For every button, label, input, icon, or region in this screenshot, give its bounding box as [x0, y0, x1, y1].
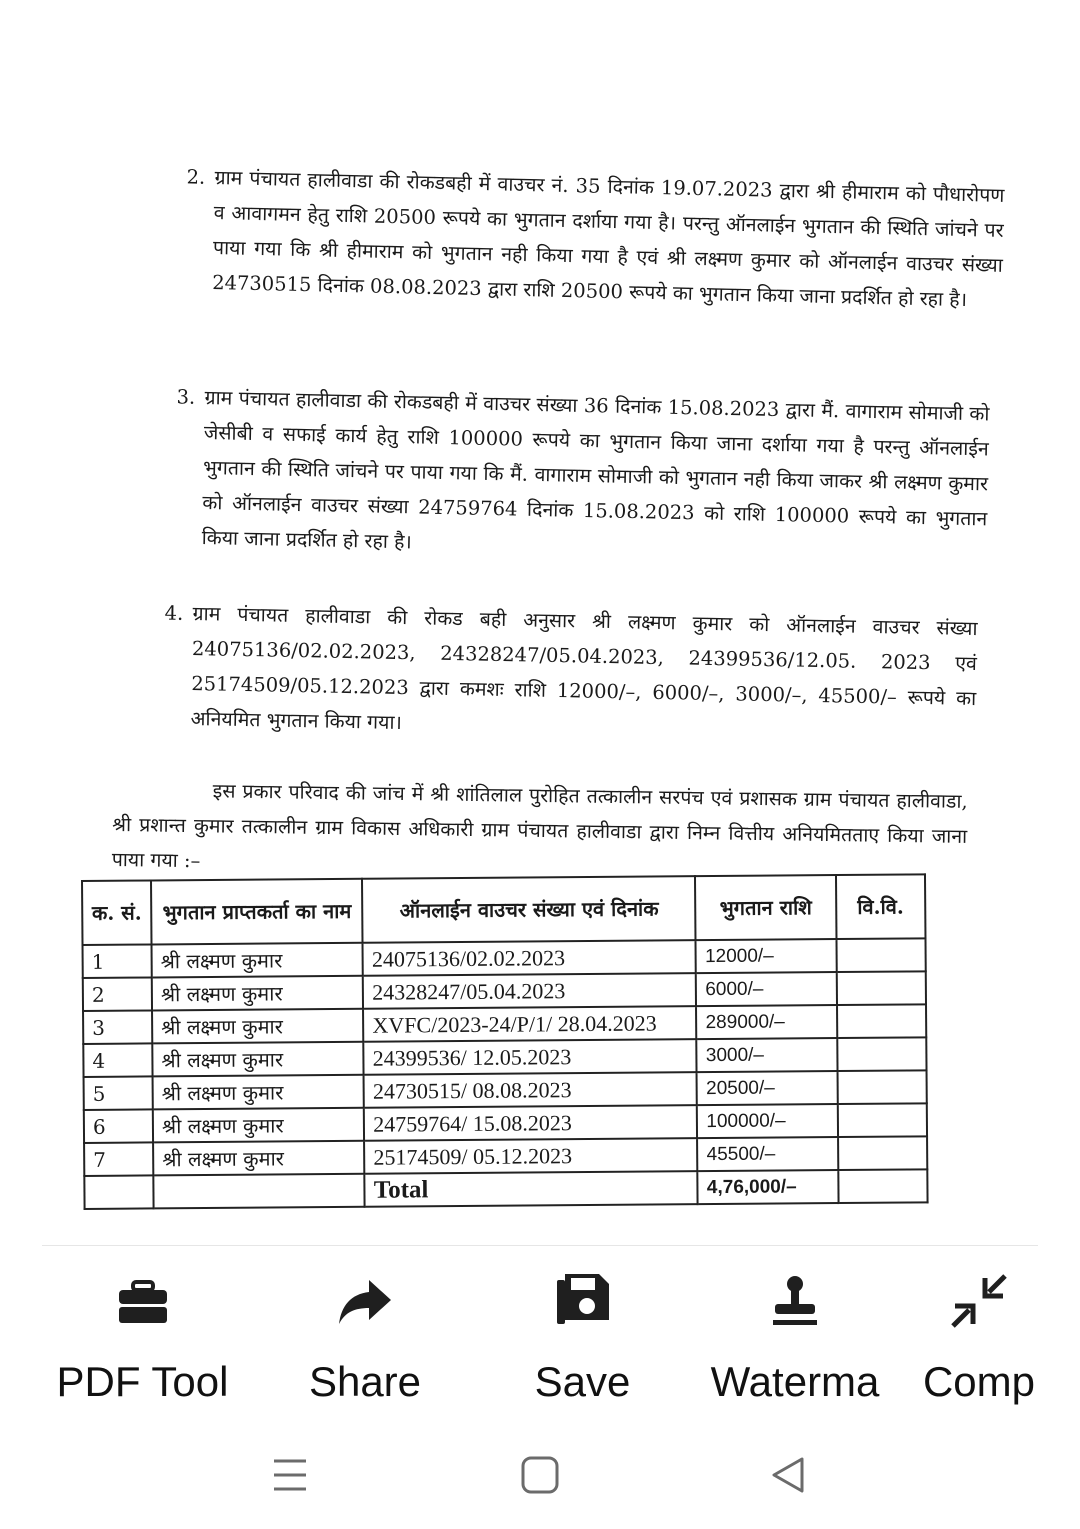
cell-recipient: श्री लक्ष्मण कुमार: [152, 1042, 364, 1077]
summary-paragraph: इस प्रकार परिवाद की जांच में श्री शांतिलाल पुरोहित तत्कालीन सरपंच एवं प्रशासक ग्राम पंचायत हालीवाडा, श्री प्रशान्त कुमार तत्कालीन ग्राम विकास अधिकारी ग्राम पंचायत हालीवाडा द्वारा निम्न वित्तीय अनियमितताए किया जाना पाया गया :–: [111, 779, 968, 873]
paragraph-4: [164, 596, 978, 751]
payments-table-wrapper: [81, 873, 929, 1210]
home-square-icon[interactable]: [518, 1453, 562, 1497]
watermark-button[interactable]: [700, 1270, 890, 1410]
cell-serial: 3: [83, 1010, 152, 1044]
cell-remarks: [836, 938, 926, 972]
cell-empty: [84, 1175, 153, 1209]
compress-label: Comp: [922, 1358, 1036, 1405]
paragraph-text: ग्राम पंचायत हालीवाडा की रोकडबही में वाउचर संख्या 36 दिनांक 15.08.2023 द्वारा मैं. वागाराम सोमाजी को जेसीबी व सफाई कार्य हेतु राशि 100000 रूपये का भुगतान किया जाना दर्शाया गया है परन्तु ऑनलाईन भुगतान की स्थिति जांचने पर पाया गया कि मैं. वागाराम सोमाजी को भुगतान नही किया जाकर श्री लक्ष्मण कुमार को ऑनलाईन वाउचर संख्या 24759764 दिनांक 15.08.2023 को राशि 100000 रूपये का भुगतान किया जाना प्रदर्शित हो रहा है।: [201, 385, 990, 554]
share-button[interactable]: [295, 1270, 435, 1410]
cell-recipient: श्री लक्ष्मण कुमार: [152, 943, 364, 978]
cell-recipient: श्री लक्ष्मण कुमार: [152, 976, 364, 1011]
cell-recipient: श्री लक्ष्मण कुमार: [153, 1075, 365, 1110]
pdf-tools-button[interactable]: [50, 1270, 235, 1410]
cell-remarks: [836, 971, 926, 1005]
cell-empty: [153, 1174, 365, 1209]
cell-amount: 100000/–: [697, 1104, 837, 1138]
cell-recipient: श्री लक्ष्मण कुमार: [152, 1009, 364, 1044]
compress-button[interactable]: [920, 1270, 1038, 1410]
save-button[interactable]: [520, 1270, 645, 1410]
cell-serial: 2: [83, 977, 152, 1011]
share-label: Share: [308, 1358, 422, 1405]
cell-remarks: [837, 1103, 927, 1137]
total-label: Total: [365, 1171, 698, 1207]
header-amount: भुगतान राशि: [695, 875, 836, 940]
cell-voucher: 24730515/ 08.08.2023: [364, 1072, 697, 1108]
cell-empty: [838, 1169, 928, 1203]
header-recipient: भुगतान प्राप्तकर्ता का नाम: [151, 879, 363, 945]
paragraph-text: ग्राम पंचायत हालीवाडा की रोकड बही अनुसार श्री लक्ष्मण कुमार को ऑनलाईन वाउचर संख्या 24075136/02.02.2023, 24328247/05.04.2023, 24399536/12.05. 2023 एवं 25174509/05.12.2023 द्वारा कमशः राशि 12000/–, 6000/–, 3000/–, 45500/– रूपये का अनियमित भुगतान किया गया।: [190, 601, 978, 735]
cell-remarks: [837, 1004, 927, 1038]
cell-serial: 4: [83, 1043, 152, 1077]
paragraph-2: [186, 160, 1005, 318]
cell-recipient: श्री लक्ष्मण कुमार: [153, 1141, 365, 1176]
cell-amount: 20500/–: [697, 1071, 837, 1105]
back-triangle-icon[interactable]: [766, 1453, 810, 1497]
total-amount: 4,76,000/–: [698, 1170, 838, 1204]
cell-amount: 45500/–: [697, 1137, 837, 1171]
paragraph-3: [176, 380, 990, 571]
cell-serial: 5: [84, 1076, 153, 1110]
table-total-row: [84, 1169, 927, 1209]
payments-table: [81, 873, 929, 1210]
floppy-save-icon: [553, 1270, 613, 1330]
cell-voucher: 24075136/02.02.2023: [363, 940, 696, 976]
cell-remarks: [837, 1070, 927, 1104]
header-remarks: वि.वि.: [836, 874, 926, 939]
menu-icon[interactable]: [268, 1453, 312, 1497]
cell-remarks: [838, 1136, 928, 1170]
cell-voucher: XVFC/2023-24/P/1/ 28.04.2023: [363, 1006, 696, 1042]
cell-amount: 3000/–: [697, 1038, 837, 1072]
cell-voucher: 24759764/ 15.08.2023: [364, 1105, 697, 1141]
paragraph-text: ग्राम पंचायत हालीवाडा की रोकडबही में वाउचर नं. 35 दिनांक 19.07.2023 द्वारा श्री हीमाराम को पौधारोपण व आवागमन हेतु राशि 20500 रूपये का भुगतान दर्शाया गया है। परन्तु ऑनलाईन भुगतान की स्थिति जांचने पर पाया गया कि श्री हीमाराम को भुगतान नही किया गया है एवं श्री लक्ष्मण कुमार को ऑनलाईन वाउचर संख्या 24730515 दिनांक 08.08.2023 द्वारा राशि 20500 रूपये का भुगतान किया जाना प्रदर्शित हो रहा है।: [211, 165, 1005, 312]
cell-voucher: 24399536/ 12.05.2023: [364, 1039, 697, 1075]
stamp-icon: [765, 1270, 825, 1330]
system-navigation-bar: [0, 1415, 1080, 1529]
header-voucher: ऑनलाईन वाउचर संख्या एवं दिनांक: [362, 876, 696, 943]
cell-serial: 7: [84, 1142, 153, 1176]
save-label: Save: [534, 1358, 631, 1405]
paragraph-number: 3.: [176, 385, 196, 409]
paragraph-number: 2.: [186, 165, 206, 189]
pdf-tools-label: PDF Tool: [56, 1358, 229, 1405]
cell-serial: 1: [83, 944, 152, 978]
cell-serial: 6: [84, 1109, 153, 1143]
compress-icon: [949, 1270, 1009, 1330]
toolbar-divider: [42, 1245, 1038, 1246]
bottom-toolbar: [0, 1250, 1080, 1415]
cell-amount: 289000/–: [696, 1005, 836, 1039]
table-header-row: [82, 874, 925, 945]
toolbox-icon: [113, 1270, 173, 1330]
share-arrow-icon: [335, 1270, 395, 1330]
cell-amount: 6000/–: [696, 972, 836, 1006]
cell-voucher: 25174509/ 05.12.2023: [364, 1138, 697, 1174]
cell-amount: 12000/–: [696, 939, 836, 973]
paragraph-number: 4.: [164, 601, 184, 625]
header-serial: क. सं.: [82, 880, 152, 945]
watermark-label: Waterma: [710, 1358, 880, 1405]
cell-voucher: 24328247/05.04.2023: [363, 973, 696, 1009]
cell-remarks: [837, 1037, 927, 1071]
cell-recipient: श्री लक्ष्मण कुमार: [153, 1108, 365, 1143]
